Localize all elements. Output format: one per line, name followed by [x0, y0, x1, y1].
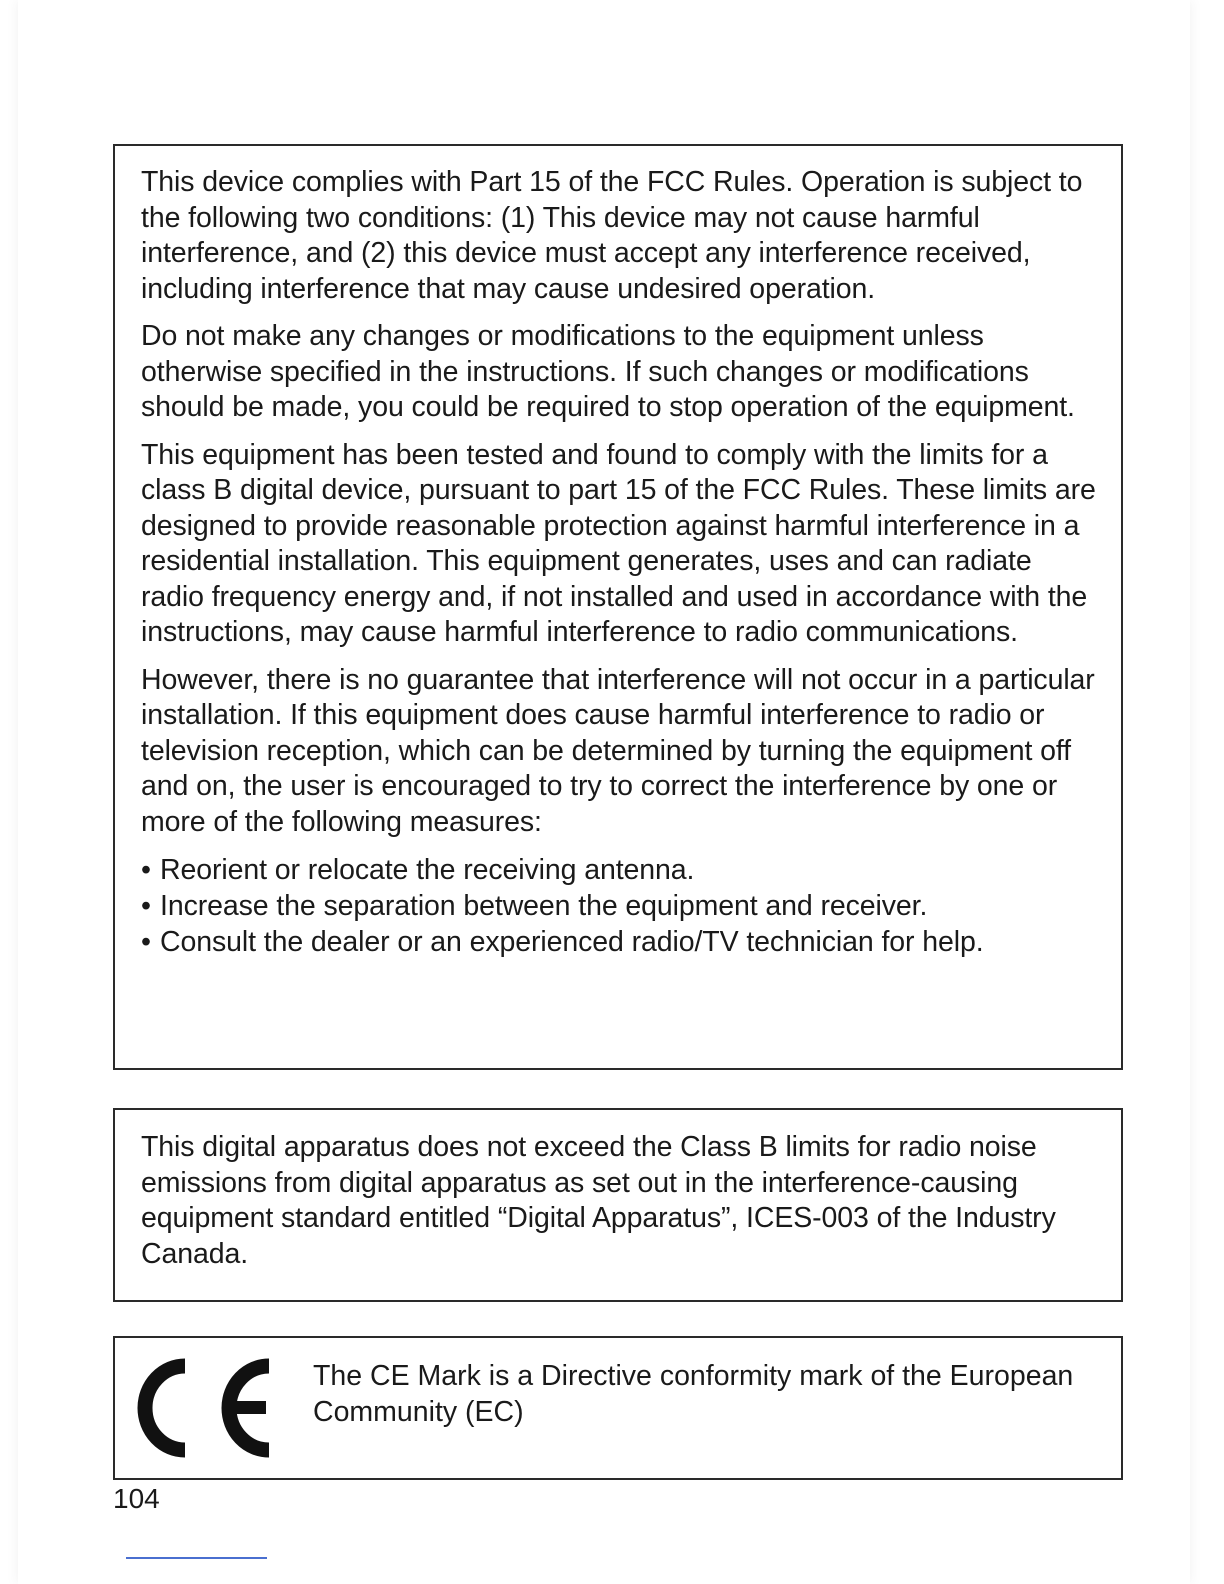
ce-notice-text: The CE Mark is a Directive conformity mark of the European Community (EC) — [313, 1360, 1074, 1428]
measure-reorient-antenna: Reorient or relocate the receiving antenna. — [160, 854, 695, 886]
bullet-icon: • — [141, 890, 151, 922]
fcc-notice-box — [113, 144, 1123, 1070]
bullet-icon: • — [141, 926, 151, 958]
fcc-paragraph-no-guarantee: However, there is no guarantee that interference will not occur in a particular installation. If this equipment does cause harmful interference to radio or television reception, which can be determined by turning the equipment off and on, the user is encouraged to try to correct the interference by one or more of the following measures: — [141, 663, 1095, 838]
fcc-paragraph-class-b-limits: This equipment has been tested and found to comply with the limits for a class B digital device, pursuant to part 15 of the FCC Rules. These limits are designed to provide reasonable protection against harmful interference in a residential installation. This equipment generates, uses and can radiate radio frequency energy and, if not installed and used in accordance with the instructions, may cause harmful interference to radio communications. — [141, 438, 1096, 648]
list-item — [141, 888, 1097, 924]
fcc-paragraph-modifications: Do not make any changes or modifications to the equipment unless otherwise specified in the instructions. If such changes or modifications should be made, you could be required to stop operation of the equipment. — [141, 320, 1075, 423]
bottom-rule — [126, 1557, 267, 1559]
ices-notice-text: This digital apparatus does not exceed the Class B limits for radio noise emissions from digital apparatus as set out in the interference-causing equipment standard entitled “Digital Apparatus”, ICES-003 of the Industry Canada. — [141, 1131, 1056, 1270]
ce-mark-icon — [135, 1354, 277, 1462]
fcc-paragraph-compliance: This device complies with Part 15 of the FCC Rules. Operation is subject to the following two conditions: (1) This device may not cause harmful interference, and (2) this device must accept any interference received, including interference that may cause undesired operation. — [141, 166, 1083, 305]
ices-notice-box — [113, 1108, 1123, 1302]
ce-notice-box — [113, 1336, 1123, 1480]
list-item — [141, 852, 1097, 888]
page-number: 104 — [113, 1483, 160, 1514]
fcc-measures-list — [141, 852, 1097, 960]
measure-increase-separation: Increase the separation between the equipment and receiver. — [160, 890, 928, 922]
list-item — [141, 924, 1097, 960]
bullet-icon: • — [141, 854, 151, 886]
measure-consult-dealer: Consult the dealer or an experienced radio/TV technician for help. — [160, 926, 984, 958]
